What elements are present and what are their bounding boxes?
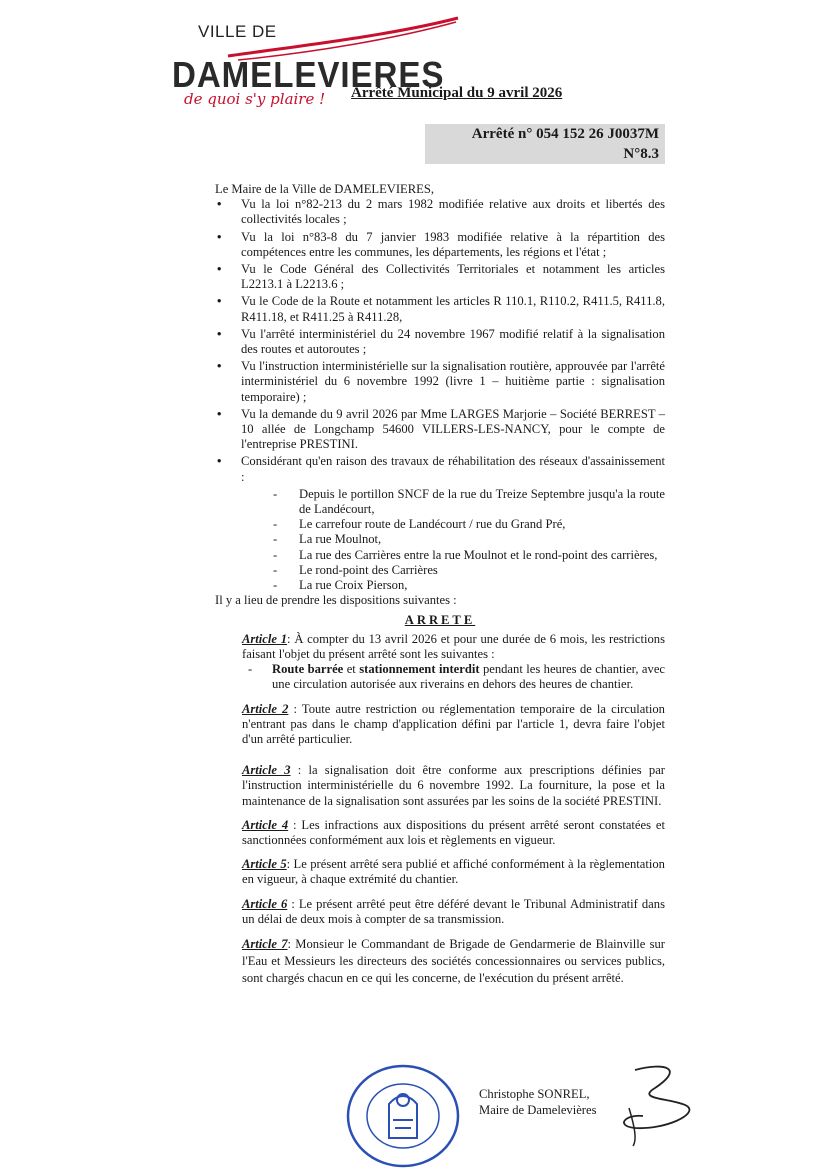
article-label: Article 1 [242, 631, 288, 646]
article-label: Article 4 [242, 817, 289, 832]
article-text: : Les infractions aux dispositions du présent arrêté seront constatées et sanctionnées conformément aux lois et règlements en vigueur. [242, 817, 665, 847]
article-7 [215, 936, 665, 987]
signatory-title: Maire de Damelevières [479, 1102, 597, 1117]
article-5 [215, 857, 665, 887]
list-item: • Vu la loi n°82-213 du 2 mars 1982 modifiée relative aux droits et libertés des collectivités locales ; [215, 197, 665, 227]
list-item: • Vu le Code Général des Collectivités Territoriales et notamment les articles L2213.1 à L2213.6 ; [215, 262, 665, 292]
list-item: • Vu l'arrêté interministériel du 24 novembre 1967 modifié relatif à la signalisation des routes et autoroutes ; [215, 327, 665, 357]
intro-line: Le Maire de la Ville de DAMELEVIERES, [215, 182, 434, 196]
restriction-bold-road-closed: Route barrée [272, 662, 344, 677]
location-item: - La rue Croix Pierson, [215, 578, 665, 593]
arrete-heading: ARRETE [404, 613, 476, 628]
article-4 [215, 818, 665, 848]
article-1 [215, 632, 665, 662]
location-item: - La rue Moulnot, [215, 532, 665, 547]
list-item: • Vu la demande du 9 avril 2026 par Mme LARGES Marjorie – Société BERREST – 10 allée de Longchamp 54600 VILLERS-LES-NANCY, pour le compte de l'entreprise PRESTINI. [215, 407, 665, 453]
list-item: • Considérant qu'en raison des travaux de réhabilitation des réseaux d'assainissement : [215, 454, 665, 484]
article-text: : Monsieur le Commandant de Brigade de Gendarmerie de Blainville sur l'Eau et Messieurs les directeurs des sociétés concessionnaires ou services publics, sont chargés chacun en ce qui les concerne, de l'exécution du présent arrêté. [242, 936, 665, 985]
article-text: : À compter du 13 avril 2026 et pour une durée de 6 mois, les restrictions faisant l'objet du présent arrêté sont les suivantes : [242, 631, 665, 661]
article-text: : la signalisation doit être conforme aux prescriptions définies par l'instruction interministérielle du 6 novembre 1992. La fourniture, la pose et la maintenance de la signalisation sont assurées par les soins de la société PRESTINI. [242, 763, 665, 808]
signature-block [479, 1087, 596, 1118]
restriction-bold-no-parking: stationnement interdit [359, 662, 480, 677]
article-label: Article 6 [242, 896, 288, 911]
article-6 [215, 897, 665, 927]
reference-code: N°8.3 [623, 146, 659, 162]
transition-line: Il y a lieu de prendre les dispositions suivantes : [215, 593, 457, 608]
signatory-name: Christophe SONREL, [479, 1087, 590, 1101]
article-label: Article 2 [242, 701, 289, 716]
list-item: • Vu le Code de la Route et notamment les articles R 110.1, R110.2, R411.5, R411.8, R411.18, et R411.25 à R411.28, [215, 294, 665, 324]
handwritten-signature-icon [595, 1058, 705, 1148]
list-item: • Vu l'instruction interministérielle sur la signalisation routière, approuvée par l'arrêté interministériel du 6 novembre 1992 (livre 1 – huitième partie : signalisation temporaire) ; [215, 359, 665, 405]
location-item: - Le carrefour route de Landécourt / rue du Grand Pré, [215, 517, 665, 532]
restriction-rest: pendant les heures de chantier, avec une circulation autorisée aux riverains en dehors des heures de chantier. [272, 662, 665, 692]
article-1-restrictions [215, 662, 665, 692]
restriction-joiner: et [343, 662, 360, 677]
list-item: • Vu la loi n°83-8 du 7 janvier 1983 modifiée relative à la répartition des compétences entre les communes, les départements, les régions et l'état ; [215, 230, 665, 260]
restriction-item [215, 662, 665, 692]
logo-slogan: de quoi s'y plaire ! [184, 90, 326, 108]
considerations-list [215, 197, 665, 485]
reference-number: Arrêté n° 054 152 26 J0037M [471, 126, 659, 142]
reference-box [425, 124, 665, 164]
article-2 [215, 702, 665, 748]
location-item: - Le rond-point des Carrières [215, 563, 665, 578]
location-item: - Depuis le portillon SNCF de la rue du Treize Septembre jusqu'a la route de Landécourt, [215, 487, 665, 517]
town-hall-stamp-icon [345, 1064, 461, 1168]
article-text: : Toute autre restriction ou réglementation temporaire de la circulation n'entrant pas dans le champ d'application défini par l'article 1, devra faire l'objet d'un arrêté particulier. [242, 701, 665, 746]
logo-prefix: VILLE DE [198, 22, 277, 41]
article-text: : Le présent arrêté sera publié et affiché conformément à la règlementation en vigueur, à chaque extrémité du chantier. [242, 857, 665, 887]
article-label: Article 3 [242, 763, 291, 778]
location-item: - La rue des Carrières entre la rue Moulnot et le rond-point des carrières, [215, 548, 665, 563]
logo-town-name: DAMELEVIERES [172, 54, 445, 95]
works-locations-list [215, 487, 665, 593]
article-label: Article 5 [242, 857, 287, 872]
article-3 [215, 763, 665, 809]
document-title: Arrêté Municipal du 9 avril 2026 [351, 85, 563, 101]
article-label: Article 7 [242, 936, 288, 951]
document-body [215, 182, 665, 987]
article-text: : Le présent arrêté peut être déféré devant le Tribunal Administratif dans un délai de deux mois à compter de sa transmission. [242, 896, 665, 926]
